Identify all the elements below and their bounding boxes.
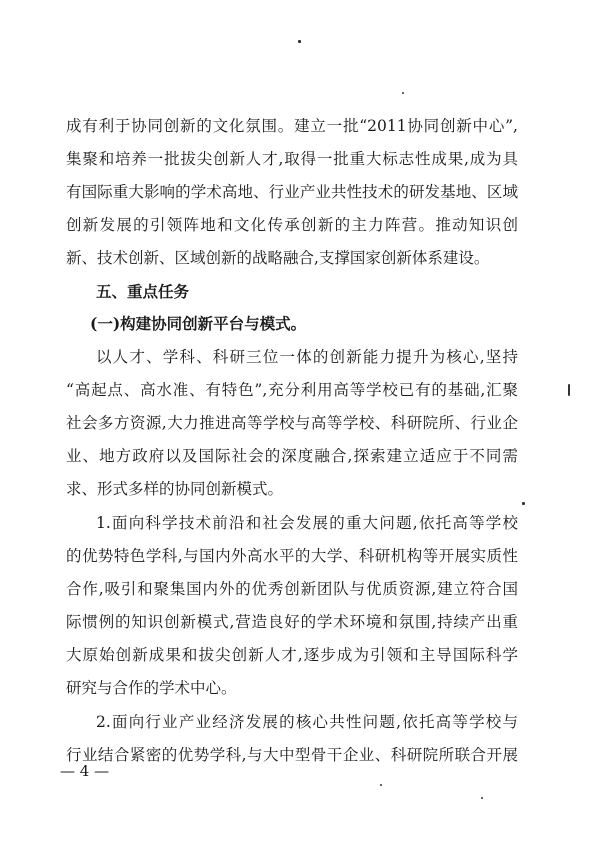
scan-speck [481, 797, 483, 799]
text-line: 有国际重大影响的学术高地、行业产业共性技术的研发基地、区域 [66, 183, 518, 201]
text-line: 2.面向行业产业经济发展的核心共性问题,依托高等学校与 [96, 713, 518, 731]
text-line: 业、地方政府以及国际社会的深度融合,探索建立适应于不同需 [66, 447, 518, 465]
subsection-heading: (一)构建协同创新平台与模式。 [90, 314, 307, 333]
text-line: 集聚和培养一批拔尖创新人才,取得一批重大标志性成果,成为具 [66, 150, 518, 168]
text-line: 研究与合作的学术中心。 [66, 679, 237, 697]
text-line: 社会多方资源,大力推进高等学校与高等学校、科研院所、行业企 [66, 414, 518, 432]
text-line: “高起点、高水准、有特色”,充分利用高等学校已有的基础,汇聚 [66, 381, 518, 399]
text-line: 际惯例的知识创新模式,营造良好的学术环境和氛围,持续产出重 [66, 613, 518, 631]
scan-speck [522, 502, 525, 505]
text-line: 求、形式多样的协同创新模式。 [66, 480, 284, 498]
text-line: 合作,吸引和聚集国内外的优秀创新团队与优质资源,建立符合国 [66, 580, 518, 598]
text-line: 行业结合紧密的优势学科,与大中型骨干企业、科研院所联合开展 [66, 746, 518, 764]
text-line: 1.面向科学技术前沿和社会发展的重大问题,依托高等学校 [96, 514, 518, 532]
text-line: 创新发展的引领阵地和文化传承创新的主力阵营。推动知识创 [66, 216, 518, 234]
text-line: 成有利于协同创新的文化氛围。建立一批“2011协同创新中心”, [66, 117, 518, 135]
text-line: 新、技术创新、区域创新的战略融合,支撑国家创新体系建设。 [66, 249, 490, 267]
text-line: 大原始创新成果和拔尖创新人才,逐步成为引领和主导国际科学 [66, 646, 518, 664]
section-heading: 五、重点任务 [96, 283, 190, 301]
scan-speck [298, 40, 301, 43]
text-line: 的优势特色学科,与国内外高水平的大学、科研机构等开展实质性 [66, 547, 518, 565]
page-number: — 4 — [60, 762, 110, 780]
text-line: 以人才、学科、科研三位一体的创新能力提升为核心,坚持 [96, 348, 518, 366]
scan-speck [380, 784, 382, 786]
scan-speck [402, 92, 404, 94]
scan-speck [568, 384, 570, 396]
